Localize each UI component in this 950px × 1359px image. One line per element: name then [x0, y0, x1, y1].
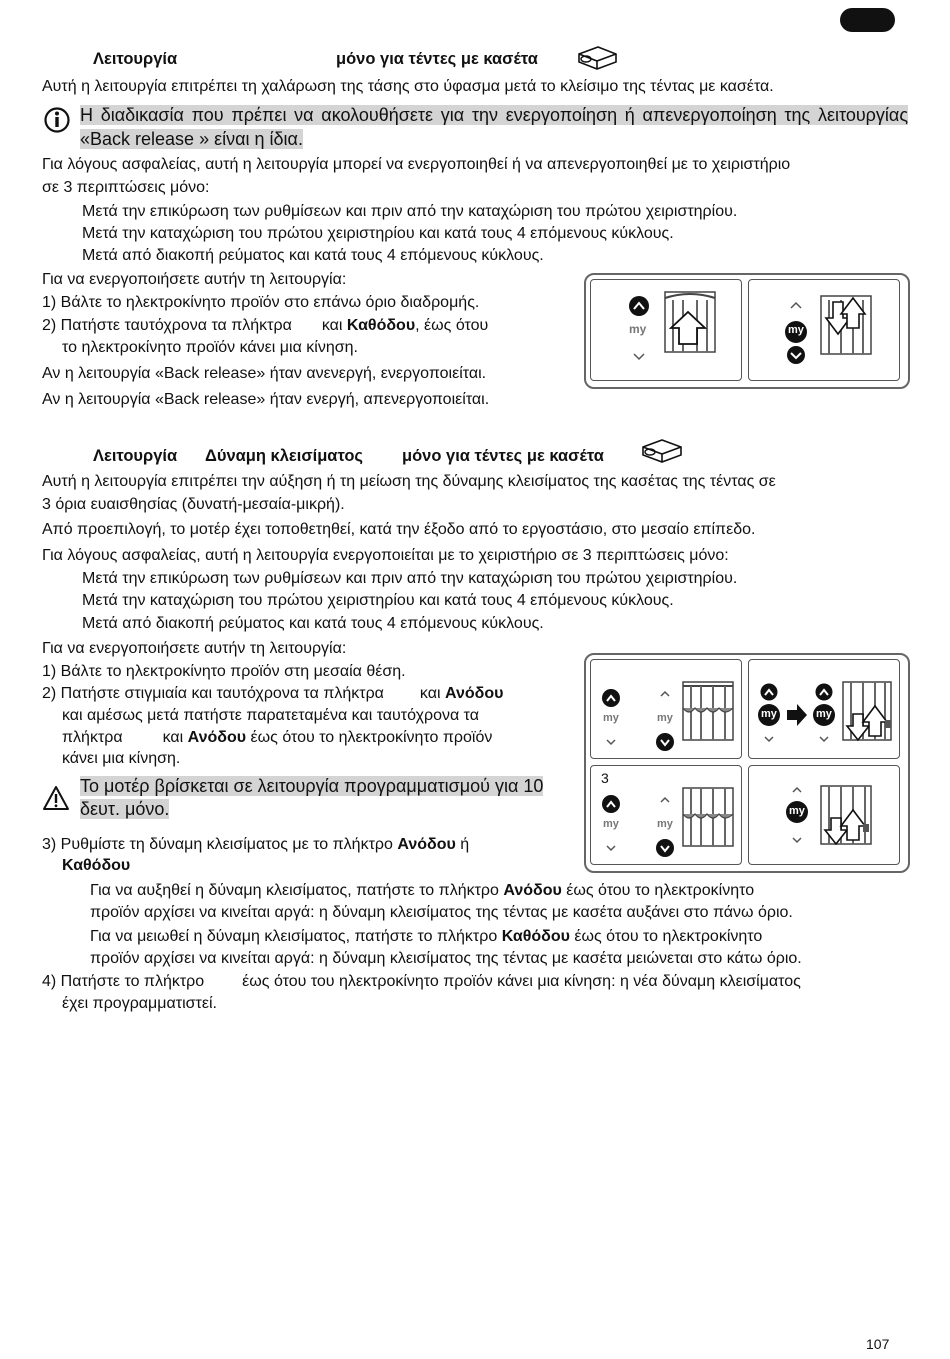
- my-label: my: [603, 818, 619, 830]
- section1-intro: Αυτή η λειτουργία επιτρέπει τη χαλάρωση της τάσης στο ύφασμα μετά το κλείσιμο της τέντας με κασέτα.: [42, 78, 774, 95]
- awning-cassette-icon: [640, 437, 684, 465]
- section2-title-b: Δύναμη κλεισίματος: [205, 447, 364, 465]
- s2-step2-d: πλήκτρα: [62, 729, 123, 746]
- my-label: my: [761, 708, 777, 720]
- inc-up: Ανόδου: [503, 882, 562, 899]
- section2-case-2: Μετά την καταχώριση του πρώτου χειριστηρίου και κατά τους 4 επόμενους κύκλους.: [82, 592, 674, 609]
- note-text: Η διαδικασία που πρέπει να ακολουθήσετε για την ενεργοποίηση ή απενεργοποίηση της λειτουργίας «Back release » είναι η ίδια.: [80, 105, 908, 149]
- page-number: 107: [866, 1336, 890, 1352]
- s2-step2-e: και: [162, 729, 184, 746]
- remote-up-panel-graphic: [591, 280, 741, 380]
- warning-text: Το μοτέρ βρίσκεται σε λειτουργία προγραμματισμού για 10 δευτ. μόνο.: [80, 776, 544, 819]
- step2-text-b: και: [321, 317, 343, 334]
- section1-note: [80, 104, 908, 151]
- section2-preset: Από προεπιλογή, το μοτέρ έχει τοποθετηθεί, κατά την έξοδο από το εργοστάσιο, στο μεσαίο επίπεδο.: [42, 521, 756, 538]
- section1-result-2: Αν η λειτουργία «Back release» ήταν ενεργή, απενεργοποιείται.: [42, 391, 490, 408]
- section1-step1: 1) Βάλτε το ηλεκτροκίνητο προϊόν στο επάνω όριο διαδρομής.: [42, 294, 480, 311]
- section2-step2-line2: και αμέσως μετά πατήστε παρατεταμένα και ταυτόχρονα τα: [62, 707, 480, 724]
- s2-step3-b: ή: [460, 836, 470, 853]
- section2-step2-line1: [42, 683, 575, 706]
- diagram-back-release: [584, 273, 910, 389]
- diagram1-panel-2: [748, 279, 900, 381]
- s2-step3-up: Ανόδου: [397, 836, 456, 853]
- section2-intro-2: 3 όρια ευαισθησίας (δυνατή-μεσαία-μικρή).: [42, 496, 345, 513]
- section2-step3-line1: [42, 834, 575, 857]
- step2-text-c: , έως ότου: [415, 317, 489, 334]
- remote-up-down-panel-graphic: [591, 660, 741, 758]
- section2-title-a: Λειτουργία: [93, 447, 178, 465]
- info-icon: [43, 106, 71, 134]
- remote-my-panel-graphic: [749, 766, 899, 864]
- s2-step2-b: και: [419, 685, 441, 702]
- page-tab-marker: [840, 8, 895, 32]
- s2-step3-a: 3) Ρυθμίστε τη δύναμη κλεισίματος με το πλήκτρο: [42, 836, 393, 853]
- s2-step2-up-label-2: Ανόδου: [187, 729, 247, 746]
- section1-safety-2: σε 3 περιπτώσεις μόνο:: [42, 179, 210, 196]
- dec-down: Καθόδου: [501, 928, 570, 945]
- diagram2-panel-3: [590, 765, 742, 865]
- s2-step2-f: έως ότου το ηλεκτροκίνητο προϊόν: [250, 729, 493, 746]
- section1-step2-line1: [42, 315, 488, 338]
- my-label: my: [789, 805, 805, 817]
- section1-step2-line2: το ηλεκτροκίνητο προϊόν κάνει μια κίνηση.: [62, 339, 358, 356]
- warning-icon: [42, 785, 70, 811]
- section1-title-a: Λειτουργία: [93, 50, 178, 68]
- step4-a: 4) Πατήστε το πλήκτρο: [42, 973, 205, 990]
- inc-b: έως ότου το ηλεκτροκίνητο: [566, 882, 755, 899]
- section1-safety-1: Για λόγους ασφαλείας, αυτή η λειτουργία μπορεί να ενεργοποιηθεί ή να απενεργοποιηθεί με το χειριστήριο: [42, 156, 791, 173]
- my-label: my: [816, 708, 832, 720]
- section2-decrease-line2: προϊόν αρχίσει να κινείται αργά: η δύναμη κλεισίματος της τέντας με κασέτα μειώνεται στο κάτω όριο.: [90, 950, 802, 967]
- section2-step2-line4: κάνει μια κίνηση.: [62, 750, 181, 767]
- dec-b: έως ότου το ηλεκτροκίνητο: [574, 928, 763, 945]
- section1-result-1: Αν η λειτουργία «Back release» ήταν ανενεργή, ενεργοποιείται.: [42, 365, 487, 382]
- section1-title-b: μόνο για τέντες με κασέτα: [336, 50, 538, 68]
- section2-warning: [80, 775, 578, 821]
- s2-step2-up-label: Ανόδου: [444, 685, 504, 702]
- remote-up-down-panel-graphic: [591, 766, 741, 864]
- step2-down-label: Καθόδου: [346, 317, 416, 334]
- section2-case-3: Μετά από διακοπή ρεύματος και κατά τους 4 επόμενους κύκλους.: [82, 615, 544, 632]
- section2-step4-line1: [42, 971, 908, 994]
- section2-case-1: Μετά την επικύρωση των ρυθμίσεων και πριν από την καταχώριση του πρώτου χειριστηρίου.: [82, 570, 738, 587]
- section1-case-1: Μετά την επικύρωση των ρυθμίσεων και πριν από την καταχώριση του πρώτου χειριστηρίου.: [82, 203, 738, 220]
- awning-cassette-icon: [576, 44, 618, 72]
- section2-safety: Για λόγους ασφαλείας, αυτή η λειτουργία ενεργοποιείται με το χειριστήριο σε 3 περιπτώσεις μόνο:: [42, 547, 729, 564]
- section2-title-c: μόνο για τέντες με κασέτα: [402, 447, 604, 465]
- my-label: my: [657, 818, 673, 830]
- section2-intro-1: Αυτή η λειτουργία επιτρέπει την αύξηση ή τη μείωση της δύναμης κλεισίματος της κασέτας της τέντας σε: [42, 473, 776, 490]
- section2-increase-line2: προϊόν αρχίσει να κινείται αργά: η δύναμη κλεισίματος της τέντας με κασέτα αυξάνει στο πάνω όριο.: [90, 904, 793, 921]
- section2-activate: Για να ενεργοποιήσετε αυτήν τη λειτουργία:: [42, 640, 347, 657]
- section2-step3-line2: [62, 855, 130, 878]
- diagram-closing-force: [584, 653, 910, 873]
- section1-activate: Για να ενεργοποιήσετε αυτήν τη λειτουργία:: [42, 271, 347, 288]
- diagram2-panel-2: [748, 659, 900, 759]
- remote-my-down-panel-graphic: [749, 280, 899, 380]
- my-label: my: [657, 712, 673, 724]
- step-3-label: 3: [601, 770, 609, 786]
- step4-b: έως ότου του ηλεκτροκίνητο προϊόν κάνει μια κίνηση: η νέα δύναμη κλεισίματος: [242, 973, 801, 990]
- section1-case-3: Μετά από διακοπή ρεύματος και κατά τους 4 επόμενους κύκλους.: [82, 247, 544, 264]
- step2-text-a: 2) Πατήστε ταυτόχρονα τα πλήκτρα: [42, 317, 292, 334]
- section1-case-2: Μετά την καταχώριση του πρώτου χειριστηρίου και κατά τους 4 επόμενους κύκλους.: [82, 225, 674, 242]
- s2-step2-a: 2) Πατήστε στιγμιαία και ταυτόχρονα τα πλήκτρα: [42, 685, 384, 702]
- section2-step4-line2: έχει προγραμματιστεί.: [62, 995, 217, 1012]
- my-label: my: [788, 324, 804, 336]
- my-label: my: [629, 322, 647, 336]
- section2-step1: 1) Βάλτε το ηλεκτροκίνητο προϊόν στη μεσαία θέση.: [42, 663, 406, 680]
- diagram1-panel-1: [590, 279, 742, 381]
- diagram2-panel-4: [748, 765, 900, 865]
- inc-a: Για να αυξηθεί η δύναμη κλεισίματος, πατήστε το πλήκτρο: [90, 882, 499, 899]
- dec-a: Για να μειωθεί η δύναμη κλεισίματος, πατήστε το πλήκτρο: [90, 928, 498, 945]
- my-label: my: [603, 712, 619, 724]
- section2-step2-line3: [62, 727, 575, 750]
- s2-step3-down: Καθόδου: [62, 857, 131, 874]
- diagram2-panel-1: [590, 659, 742, 759]
- section2-decrease-line1: [90, 926, 908, 949]
- section2-increase-line1: [90, 880, 908, 903]
